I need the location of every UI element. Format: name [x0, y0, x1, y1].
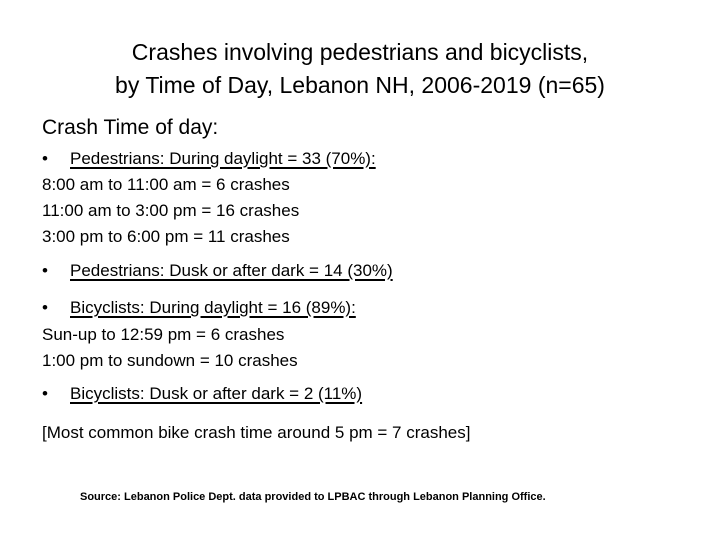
detail-line: 11:00 am to 3:00 pm = 16 crashes: [42, 201, 300, 220]
bullet-bicyclists-daylight: [42, 298, 356, 318]
detail-line: Sun-up to 12:59 pm = 6 crashes: [42, 325, 285, 344]
bullet-pedestrians-daylight: [42, 149, 376, 169]
bullet-pedestrians-dark: [42, 261, 393, 281]
bullet-icon: •: [42, 384, 48, 403]
source-footnote: Source: Lebanon Police Dept. data provided to LPBAC through Lebanon Planning Office.: [80, 491, 546, 503]
slide-title: [0, 36, 720, 102]
bullet-text: Bicyclists: Dusk or after dark = 2 (11%): [70, 384, 363, 403]
bullet-text: Bicyclists: During daylight = 16 (89%):: [70, 298, 356, 317]
title-line-2: by Time of Day, Lebanon NH, 2006-2019 (n=65): [115, 72, 605, 98]
bullet-bicyclists-dark: [42, 384, 362, 404]
title-line-1: Crashes involving pedestrians and bicyclists,: [131, 39, 589, 65]
detail-line: 1:00 pm to sundown = 10 crashes: [42, 351, 298, 370]
note-line: [Most common bike crash time around 5 pm = 7 crashes]: [42, 423, 471, 442]
detail-line: 3:00 pm to 6:00 pm = 11 crashes: [42, 227, 290, 246]
section-heading: Crash Time of day:: [42, 116, 219, 139]
bullet-icon: •: [42, 149, 48, 168]
bullet-text: Pedestrians: During daylight = 33 (70%):: [70, 149, 376, 168]
bullet-icon: •: [42, 261, 48, 280]
bullet-icon: •: [42, 298, 48, 317]
detail-line: 8:00 am to 11:00 am = 6 crashes: [42, 175, 290, 194]
bullet-text: Pedestrians: Dusk or after dark = 14 (30%): [70, 261, 393, 280]
